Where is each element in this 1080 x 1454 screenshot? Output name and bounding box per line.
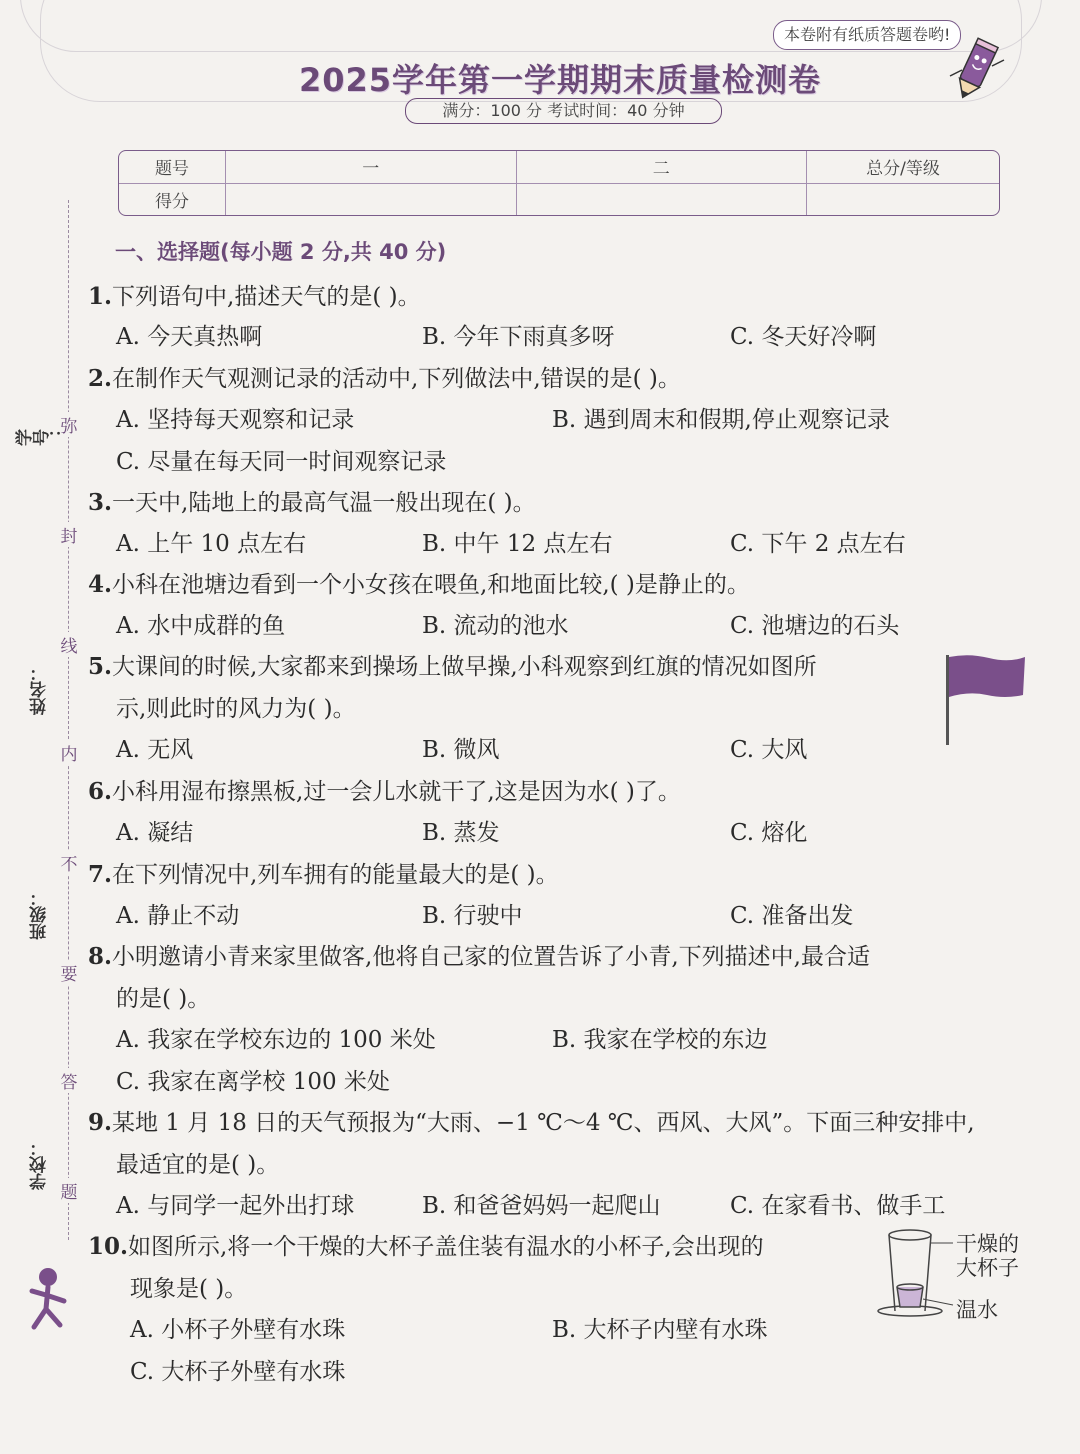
binding-word: 答 <box>59 1068 79 1093</box>
question-7-option-c[interactable]: C. 准备出发 <box>730 903 854 929</box>
running-kid-mascot-icon <box>18 1265 78 1335</box>
question-2-option-a[interactable]: A. 坚持每天观察和记录 <box>116 407 355 433</box>
score-input-cell[interactable] <box>807 183 1000 215</box>
cup-label-dry-large-cup: 干燥的 <box>956 1232 1019 1256</box>
binding-word: 弥 <box>59 412 79 437</box>
binding-word: 不 <box>59 850 79 875</box>
binding-word: 要 <box>59 960 79 985</box>
question-8-option-c[interactable]: C. 我家在离学校 100 米处 <box>116 1069 390 1095</box>
question-9-option-c[interactable]: C. 在家看书、做手工 <box>730 1193 946 1219</box>
question-2-stem: 2.在制作天气观测记录的活动中,下列做法中,错误的是( )。 <box>88 365 681 392</box>
question-9-option-b[interactable]: B. 和爸爸妈妈一起爬山 <box>422 1193 661 1219</box>
question-4-option-b[interactable]: B. 流动的池水 <box>422 613 569 639</box>
question-6-stem: 6.小科用湿布擦黑板,过一会儿水就干了,这是因为水( )了。 <box>88 778 681 805</box>
score-input-cell[interactable] <box>226 183 517 215</box>
binding-word: 题 <box>59 1178 79 1203</box>
question-6-option-c[interactable]: C. 熔化 <box>730 820 808 846</box>
question-4-stem: 4.小科在池塘边看到一个小女孩在喂鱼,和地面比较,( )是静止的。 <box>88 571 750 598</box>
question-2-option-c[interactable]: C. 尽量在每天同一时间观察记录 <box>116 449 447 475</box>
question-7-option-a[interactable]: A. 静止不动 <box>116 903 240 929</box>
question-5-stem: 5.大课间的时候,大家都来到操场上做早操,小科观察到红旗的情况如图所 <box>88 653 817 680</box>
question-5-option-c[interactable]: C. 大风 <box>730 737 808 763</box>
question-8-stem-cont: 的是( )。 <box>116 986 211 1012</box>
score-table-header-row <box>119 151 999 183</box>
question-3-option-a[interactable]: A. 上午 10 点左右 <box>116 531 307 557</box>
binding-word: 封 <box>59 522 79 547</box>
score-table <box>118 150 1000 216</box>
score-cell: 题号 <box>119 151 226 183</box>
school-label: 学校： <box>30 1139 50 1191</box>
binding-word: 内 <box>59 740 79 765</box>
question-10-stem-cont: 现象是( )。 <box>130 1276 248 1302</box>
cup-label-dry-large-cup-2: 大杯子 <box>956 1256 1019 1280</box>
question-5-option-a[interactable]: A. 无风 <box>116 737 194 763</box>
section-heading: 一、选择题(每小题 2 分,共 40 分) <box>115 240 447 264</box>
exam-title: 2025学年第一学期期末质量检测卷 <box>298 61 822 99</box>
question-3-option-c[interactable]: C. 下午 2 点左右 <box>730 531 906 557</box>
question-10-stem: 10.如图所示,将一个干燥的大杯子盖住装有温水的小杯子,会出现的 <box>88 1233 764 1260</box>
score-table-score-row <box>119 183 999 215</box>
exam-subtitle: 满分：100 分 考试时间：40 分钟 <box>405 98 722 124</box>
student-id-label: 学号： <box>14 430 66 450</box>
score-cell: 二 <box>516 151 807 183</box>
question-10-option-b[interactable]: B. 大杯子内壁有水珠 <box>552 1317 768 1343</box>
question-5-option-b[interactable]: B. 微风 <box>422 737 500 763</box>
question-2-option-b[interactable]: B. 遇到周末和假期,停止观察记录 <box>552 407 890 433</box>
flag-figure-icon <box>949 655 1029 701</box>
score-input-cell[interactable] <box>516 183 807 215</box>
cup-experiment-figure-icon <box>875 1225 955 1320</box>
answer-sheet-badge: 本卷附有纸质答题卷哟! <box>773 20 961 50</box>
score-cell: 得分 <box>119 183 226 215</box>
question-4-option-a[interactable]: A. 水中成群的鱼 <box>116 613 286 639</box>
name-label: 姓名： <box>30 664 50 716</box>
question-7-stem: 7.在下列情况中,列车拥有的能量最大的是( )。 <box>88 861 559 888</box>
question-6-option-b[interactable]: B. 蒸发 <box>422 820 500 846</box>
question-5-stem-cont: 示,则此时的风力为( )。 <box>116 696 356 722</box>
binding-word: 线 <box>59 632 79 657</box>
question-10-option-c[interactable]: C. 大杯子外壁有水珠 <box>130 1359 346 1385</box>
question-8-stem: 8.小明邀请小青来家里做客,他将自己家的位置告诉了小青,下列描述中,最合适 <box>88 943 870 970</box>
score-cell: 一 <box>226 151 517 183</box>
cup-label-warm-water: 温水 <box>956 1298 998 1322</box>
question-1-option-c[interactable]: C. 冬天好冷啊 <box>730 324 877 350</box>
question-6-option-a[interactable]: A. 凝结 <box>116 820 194 846</box>
question-7-option-b[interactable]: B. 行驶中 <box>422 903 523 929</box>
question-3-stem: 3.一天中,陆地上的最高气温一般出现在( )。 <box>88 489 536 516</box>
question-1-option-b[interactable]: B. 今年下雨真多呀 <box>422 324 615 350</box>
question-8-option-a[interactable]: A. 我家在学校东边的 100 米处 <box>116 1027 436 1053</box>
question-4-option-c[interactable]: C. 池塘边的石头 <box>730 613 900 639</box>
question-10-option-a[interactable]: A. 小杯子外壁有水珠 <box>130 1317 346 1343</box>
class-label: 班级： <box>30 889 50 941</box>
question-8-option-b[interactable]: B. 我家在学校的东边 <box>552 1027 768 1053</box>
question-1-stem: 1.下列语句中,描述天气的是( )。 <box>88 283 421 310</box>
question-9-stem-cont: 最适宜的是( )。 <box>116 1152 280 1178</box>
score-cell: 总分/等级 <box>807 151 1000 183</box>
question-9-stem: 9.某地 1 月 18 日的天气预报为“大雨、−1 ℃～4 ℃、西风、大风”。下面三种安排中, <box>88 1109 975 1136</box>
question-3-option-b[interactable]: B. 中午 12 点左右 <box>422 531 613 557</box>
question-1-option-a[interactable]: A. 今天真热啊 <box>116 324 263 350</box>
question-9-option-a[interactable]: A. 与同学一起外出打球 <box>116 1193 355 1219</box>
